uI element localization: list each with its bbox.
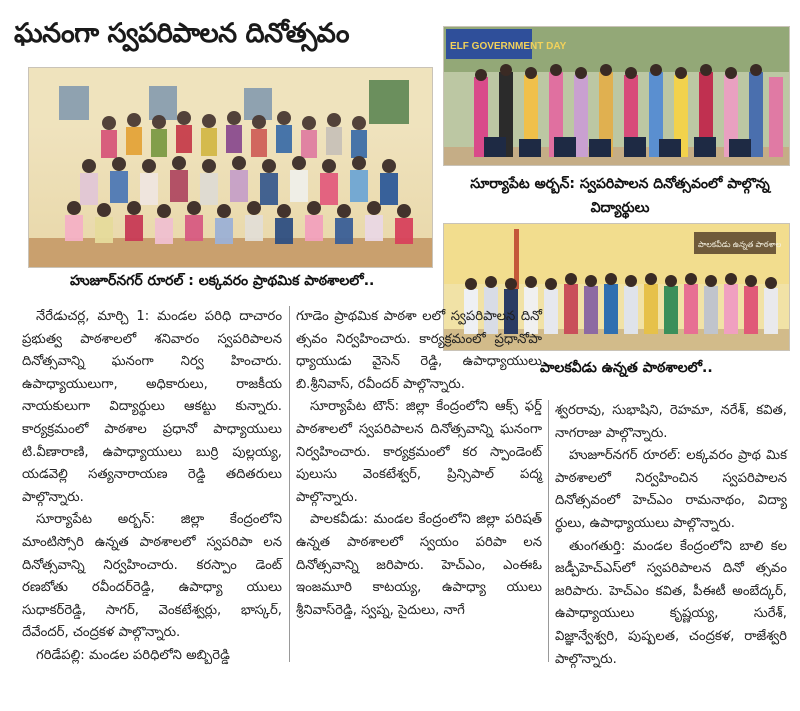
group-photo-image (444, 27, 790, 166)
article-column-2 (296, 306, 542, 622)
column-divider (548, 400, 549, 662)
paragraph-palakaveedu: పాలకవీడు: మండల కేంద్రంలోని జిల్లా పరిషత్ ఉన్నత పాఠశాలలో స్వయం పరిపా లన దినోత్సవాన్ని జరిపారు. హెచ్ఎం, ఎంఈఓ ఇంజమూరి కాటయ్య, ఉపాధ్యా యులు శ్రీనివాస్‌రెడ్డి, స్వప్న, సైదులు, నాగే (296, 512, 542, 618)
caption-lakkavaram: హుజూర్‌నగర్ రూరల్ : లక్కవరం ప్రాథమిక పాఠశాలలో.. (70, 273, 375, 289)
article-column-3 (555, 400, 787, 671)
paragraph-garidepally-cont: గూడెం ప్రాథమిక పాఠశా లలో స్వపరిపాలన దినో త్సవం నిర్వహించారు. కార్యక్రమంలో ప్రధానోపా ధ్యాయుడు వైసెన్ రెడ్డి, ఉపాధ్యాయులు బి.శ్రీనివాస్, రవీందర్ పాల్గొన్నారు. (296, 309, 542, 392)
caption-palakaveedu: పాలకవీడు ఉన్నత పాఠశాలలో.. (540, 360, 713, 376)
paragraph-suryapet-town: సూర్యాపేట టౌన్: జిల్లా కేంద్రంలోని ఆక్స్ ఫర్డ్ పాఠశాలలో స్వపరిపాలన దినోత్సవాన్ని ఘనంగా నిర్వహించారు. కార్యక్రమంలో కర స్పాండెంట్ పులుసు వెంకటేశ్వర్, ప్రిన్సిపాల్ పద్మ పాల్గొన్నారు. (296, 399, 542, 505)
photo-suryapet-students (443, 26, 790, 166)
paragraph-garidepally: గరిడేపల్లి: మండల పరిధిలోని అబ్బిరెడ్డి (36, 647, 230, 663)
column-divider (289, 306, 290, 662)
paragraph-huzurnagar-rural: హుజూర్‌నగర్ రూరల్: లక్కవరం ప్రాథ మిక పాఠశాలలో నిర్వహించిన స్వపరిపాలన దినోత్సవంలో హెచ్ఎం రామనాథం, విద్యా ర్థులు, ఉపాధ్యాయులు పాల్గొన్నారు. (555, 448, 787, 531)
caption-suryapet: సూర్యాపేట అర్బన్: స్వపరిపాలన దినోత్సవంలో పాల్గొన్న విద్యార్థులు (470, 176, 770, 216)
paragraph-suryapet-urban: సూర్యాపేట అర్బన్: జిల్లా కేంద్రంలోని మాంటిస్సోరి ఉన్నత పాఠశాలలో స్వపరిపా లన దినోత్సవాన్ని నిర్వహించారు. కరస్పాం డెంట్ రణబోతు రవీందర్‌రెడ్డి, ఉపాధ్యా యులు సుధాకర్‌రెడ్డి, సాగర్, వెంకటేశ్వర్లు, భాస్కర్, దేవేందర్, చంద్రకళ పాల్గొన్నారు. (22, 512, 282, 641)
photo-lakkavaram-school (28, 67, 433, 268)
headline: ఘనంగా స్వపరిపాలన దినోత్సవం (14, 18, 350, 49)
banner-text: ELF GOVERNMENT DAY (450, 41, 567, 52)
paragraph-dacharam: నేరేడుచర్ల, మార్చి 1: మండల పరిధి దాచారం ప్రభుత్వ పాఠశాలలో శనివారం స్వపరిపాలన దినోత్సవాన్ని ఘనంగా నిర్వ హించారు. ఉపాధ్యాయులుగా, అధికారులు, రాజకీయ నాయకులుగా విద్యార్థులు ఆకట్టు కున్నారు. కార్యక్రమంలో పాఠశాల ప్రధానో పాధ్యాయులు టి.వీణారాణి, ఉపాధ్యాయులు బుర్రి పుల్లయ్య, యడవెల్లి సత్యనారాయణ రెడ్డి తదితరులు పాల్గొన్నారు. (22, 309, 282, 505)
board-text: పాలకవీడు ఉన్నత పాఠశాల (698, 240, 782, 249)
article-column-1 (22, 306, 282, 668)
paragraph-thungathurthi: తుంగతుర్తి: మండల కేంద్రంలోని బాలి కల జడ్పీహెచ్ఎస్‌లో స్వపరిపాలన దినో త్సవం జరిపారు. హెచ్ఎం కవిత, పీఈటీ అంబేద్కర్, ఉపాధ్యాయులు కృష్ణయ్య, సురేశ్, విజ్ఞాన్వేశ్వరి, పుష్పలత, చంద్రకళ, రాజేశ్వరి పాల్గొన్నారు. (555, 538, 787, 667)
group-photo-image (29, 68, 433, 268)
paragraph-palakaveedu-cont: శ్వరరావు, సుభాషిని, రెహమా, నరేశ్, కవిత, నాగరాజు పాల్గొన్నారు. (555, 403, 787, 441)
